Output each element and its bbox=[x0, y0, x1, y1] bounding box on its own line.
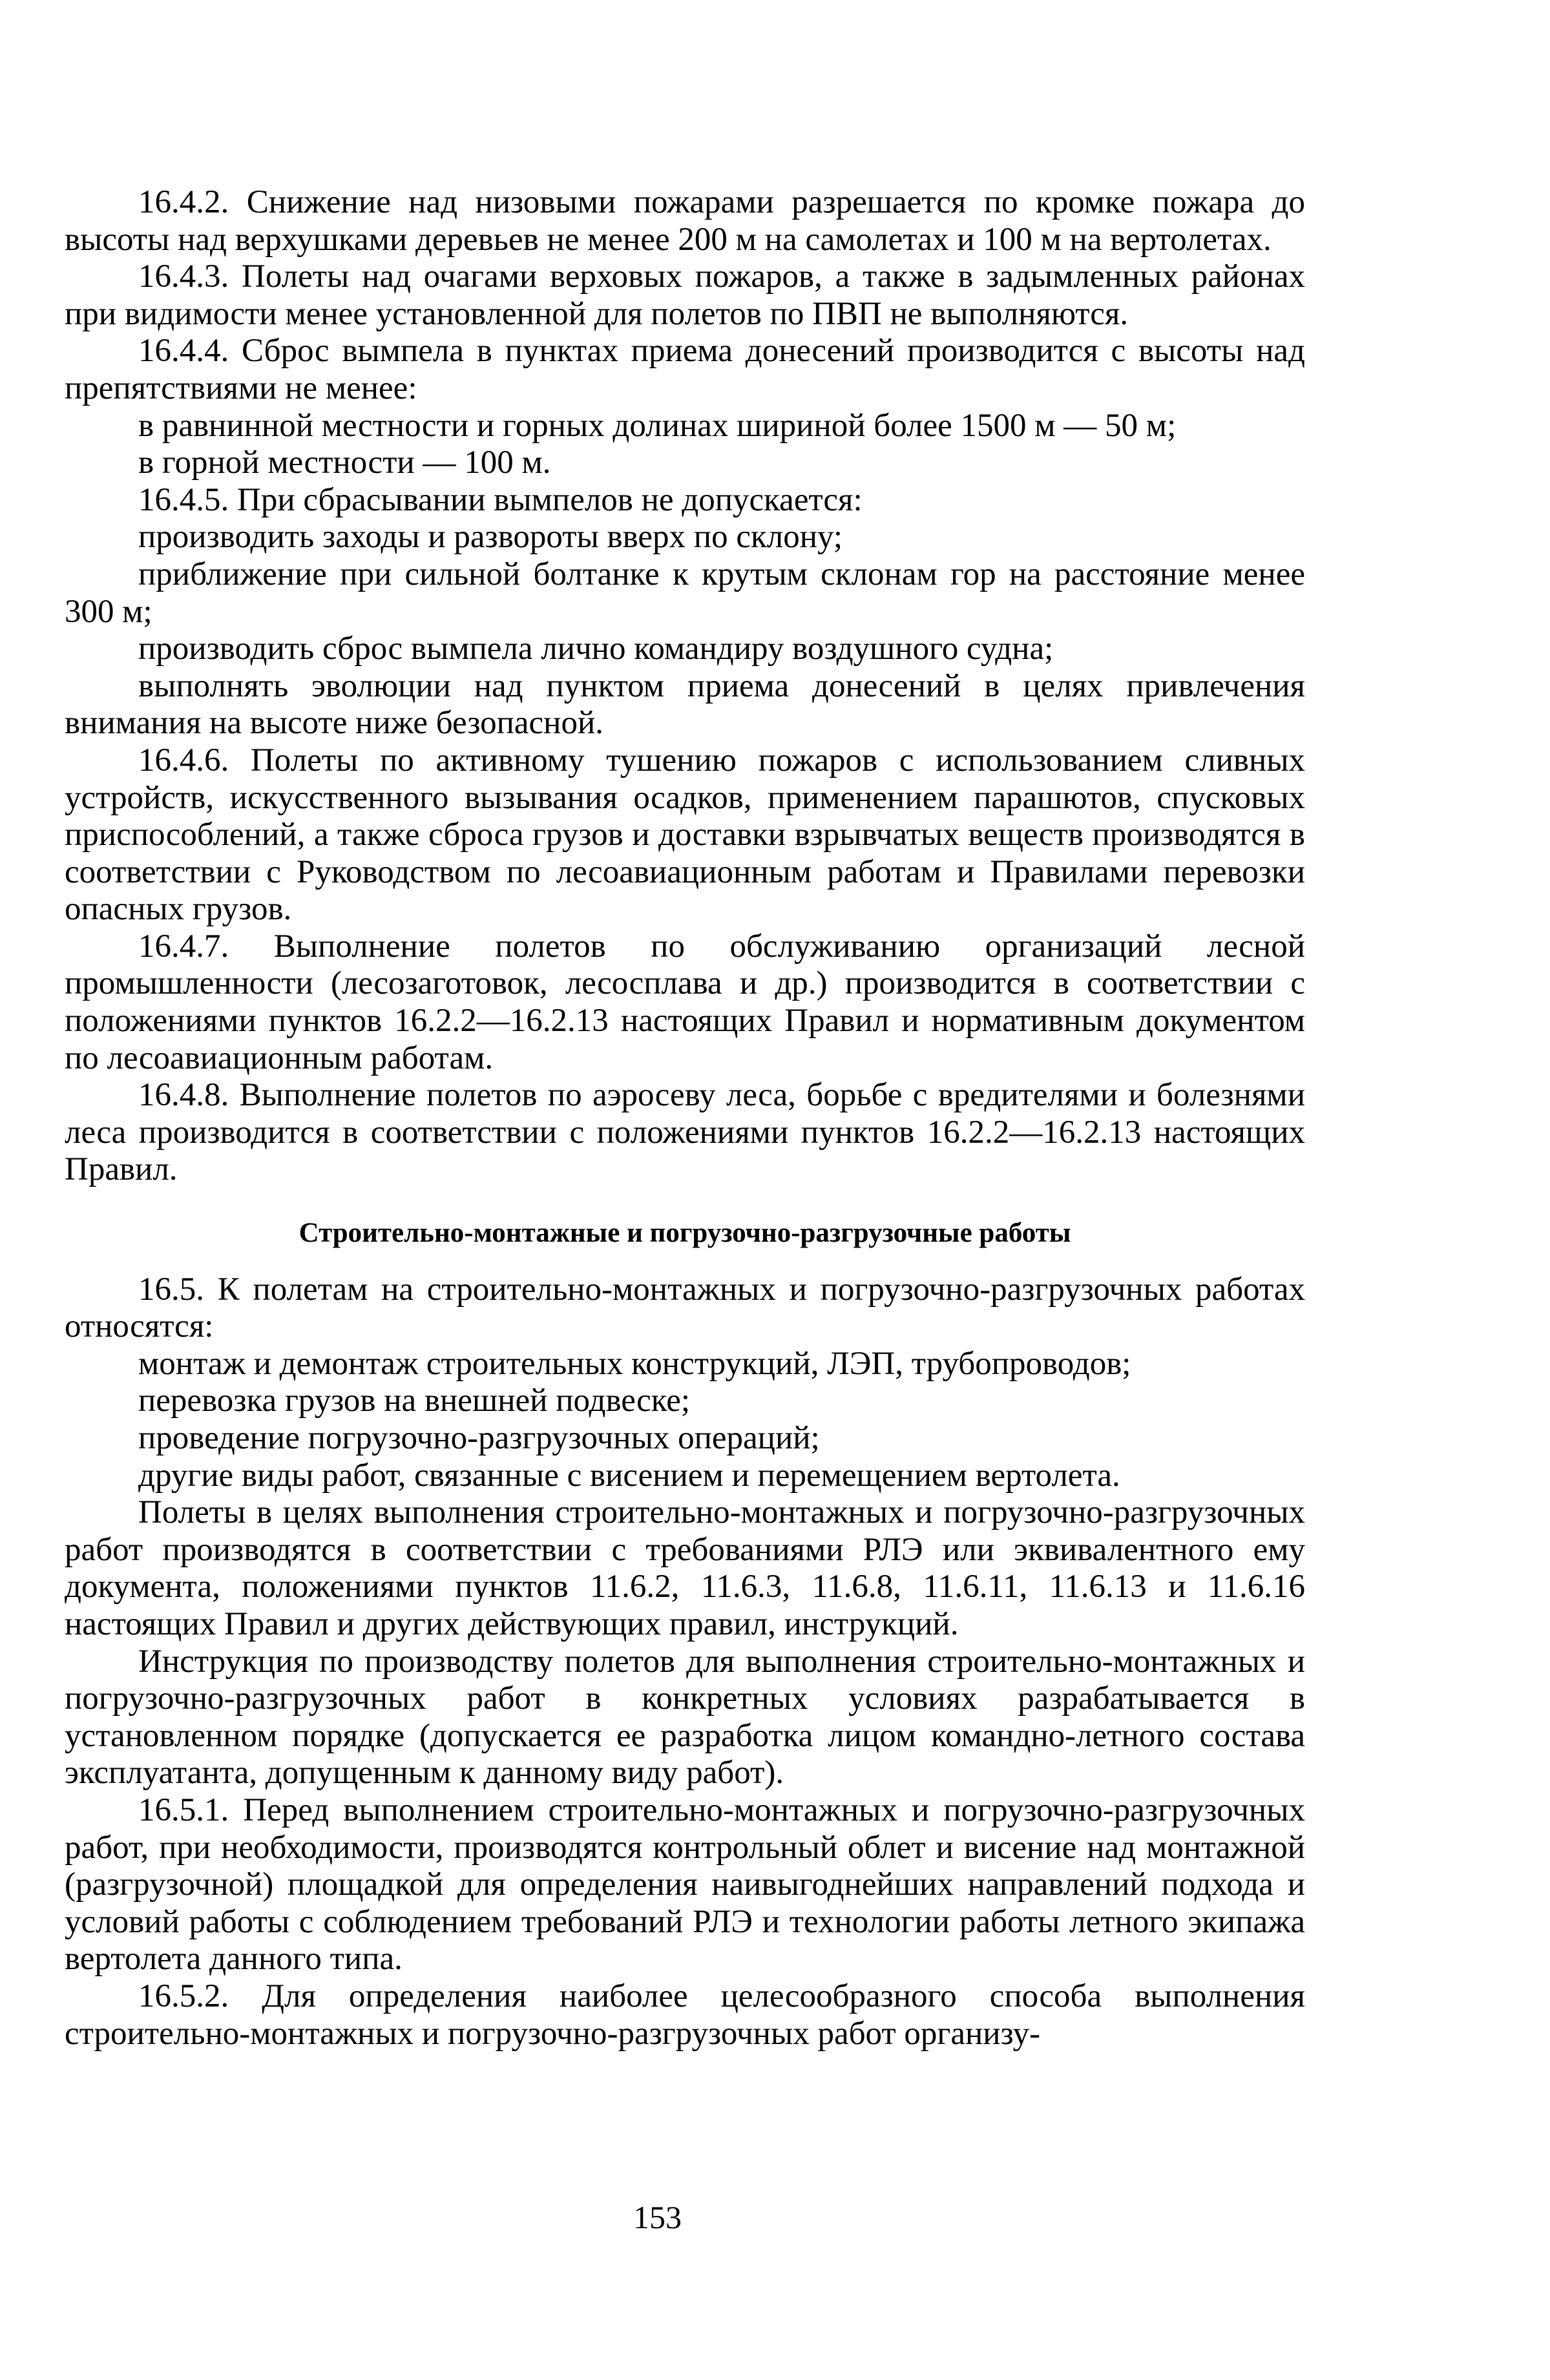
paragraph-16-4-6: 16.4.6. Полеты по активному тушению пожаров с использованием сливных устройств, искусственного вызывания осадков, применением парашютов, спусковых приспособлений, а также сброса грузов и доставки взрывчатых веществ производятся в соответствии с Руководством по лесоавиационным работам и Правилами перевозки опасных грузов. bbox=[65, 742, 1305, 928]
list-item: другие виды работ, связанные с висением и перемещением вертолета. bbox=[138, 1457, 1120, 1494]
page-number: 153 bbox=[633, 2199, 682, 2235]
list-item: выполнять эволюции над пунктом приема донесений в целях привлечения внимания на высоте ниже безопасной. bbox=[65, 667, 1305, 742]
paragraph-flights-requirements: Полеты в целях выполнения строительно-монтажных и погрузочно-разгрузочных работ производятся в соответствии с требованиями РЛЭ или эквивалентного ему документа, положениями пунктов 11.6.2, 11.6.3, 11.6.8, 11.6.11, 11.6.13 и 11.6.16 настоящих Правил и других действующих правил, инструкций. bbox=[65, 1494, 1305, 1642]
paragraph-16-4-5: 16.4.5. При сбрасывании вымпелов не допускается: bbox=[138, 481, 863, 518]
list-item: проведение погрузочно-разгрузочных операций; bbox=[138, 1420, 820, 1456]
list-item: производить сброс вымпела лично командиру воздушного судна; bbox=[138, 631, 1054, 667]
paragraph-16-5-1: 16.5.1. Перед выполнением строительно-монтажных и погрузочно-разгрузочных работ, при необходимости, производятся контрольный облет и висение над монтажной (разгрузочной) площадкой для определения наивыгоднейших направлений подхода и условий работы с соблюдением требований РЛЭ и технологии работы летного экипажа вертолета данного типа. bbox=[65, 1791, 1305, 1978]
paragraph-16-4-8: 16.4.8. Выполнение полетов по аэросеву леса, борьбе с вредителями и болезнями леса производится в соответствии с положениями пунктов 16.2.2—16.2.13 настоящих Правил. bbox=[65, 1077, 1305, 1188]
page-body bbox=[65, 184, 1305, 2052]
paragraph-16-5: 16.5. К полетам на строительно-монтажных и погрузочно-разгрузочных работах относятся: bbox=[65, 1271, 1305, 1345]
list-item: производить заходы и развороты вверх по склону; bbox=[138, 519, 843, 556]
paragraph-16-5-2: 16.5.2. Для определения наиболее целесообразного способа выполнения строительно-монтажных и погрузочно-разгрузочных работ организу- bbox=[65, 1978, 1305, 2052]
list-item: перевозка грузов на внешней подвеске; bbox=[138, 1383, 691, 1419]
paragraph-16-4-7: 16.4.7. Выполнение полетов по обслуживанию организаций лесной промышленности (лесозаготовок, лесосплава и др.) производится в соответствии с положениями пунктов 16.2.2—16.2.13 настоящих Правил и нормативным документом по лесоавиационным работам. bbox=[65, 928, 1305, 1076]
list-item: приближение при сильной болтанке к крутым склонам гор на расстояние менее 300 м; bbox=[65, 556, 1305, 630]
list-item: в равнинной местности и горных долинах шириной более 1500 м — 50 м; bbox=[138, 407, 1177, 444]
list-item: монтаж и демонтаж строительных конструкций, ЛЭП, трубопроводов; bbox=[138, 1345, 1131, 1382]
paragraph-16-4-3: 16.4.3. Полеты над очагами верховых пожаров, а также в задымленных районах при видимости менее установленной для полетов по ПВП не выполняются. bbox=[65, 258, 1305, 332]
section-heading: Строительно-монтажные и погрузочно-разгрузочные работы bbox=[298, 1218, 1071, 1249]
list-item: в горной местности — 100 м. bbox=[138, 444, 551, 481]
paragraph-instruction: Инструкция по производству полетов для выполнения строительно-монтажных и погрузочно-разгрузочных работ в конкретных условиях разрабатывается в установленном порядке (допускается ее разработка лицом командно-летного состава эксплуатанта, допущенным к данному виду работ). bbox=[65, 1643, 1305, 1791]
paragraph-16-4-4: 16.4.4. Сброс вымпела в пунктах приема донесений производится с высоты над препятствиями не менее: bbox=[65, 333, 1305, 406]
paragraph-16-4-2: 16.4.2. Снижение над низовыми пожарами разрешается по кромке пожара до высоты над верхушками деревьев не менее 200 м на самолетах и 100 м на вертолетах. bbox=[65, 184, 1305, 258]
